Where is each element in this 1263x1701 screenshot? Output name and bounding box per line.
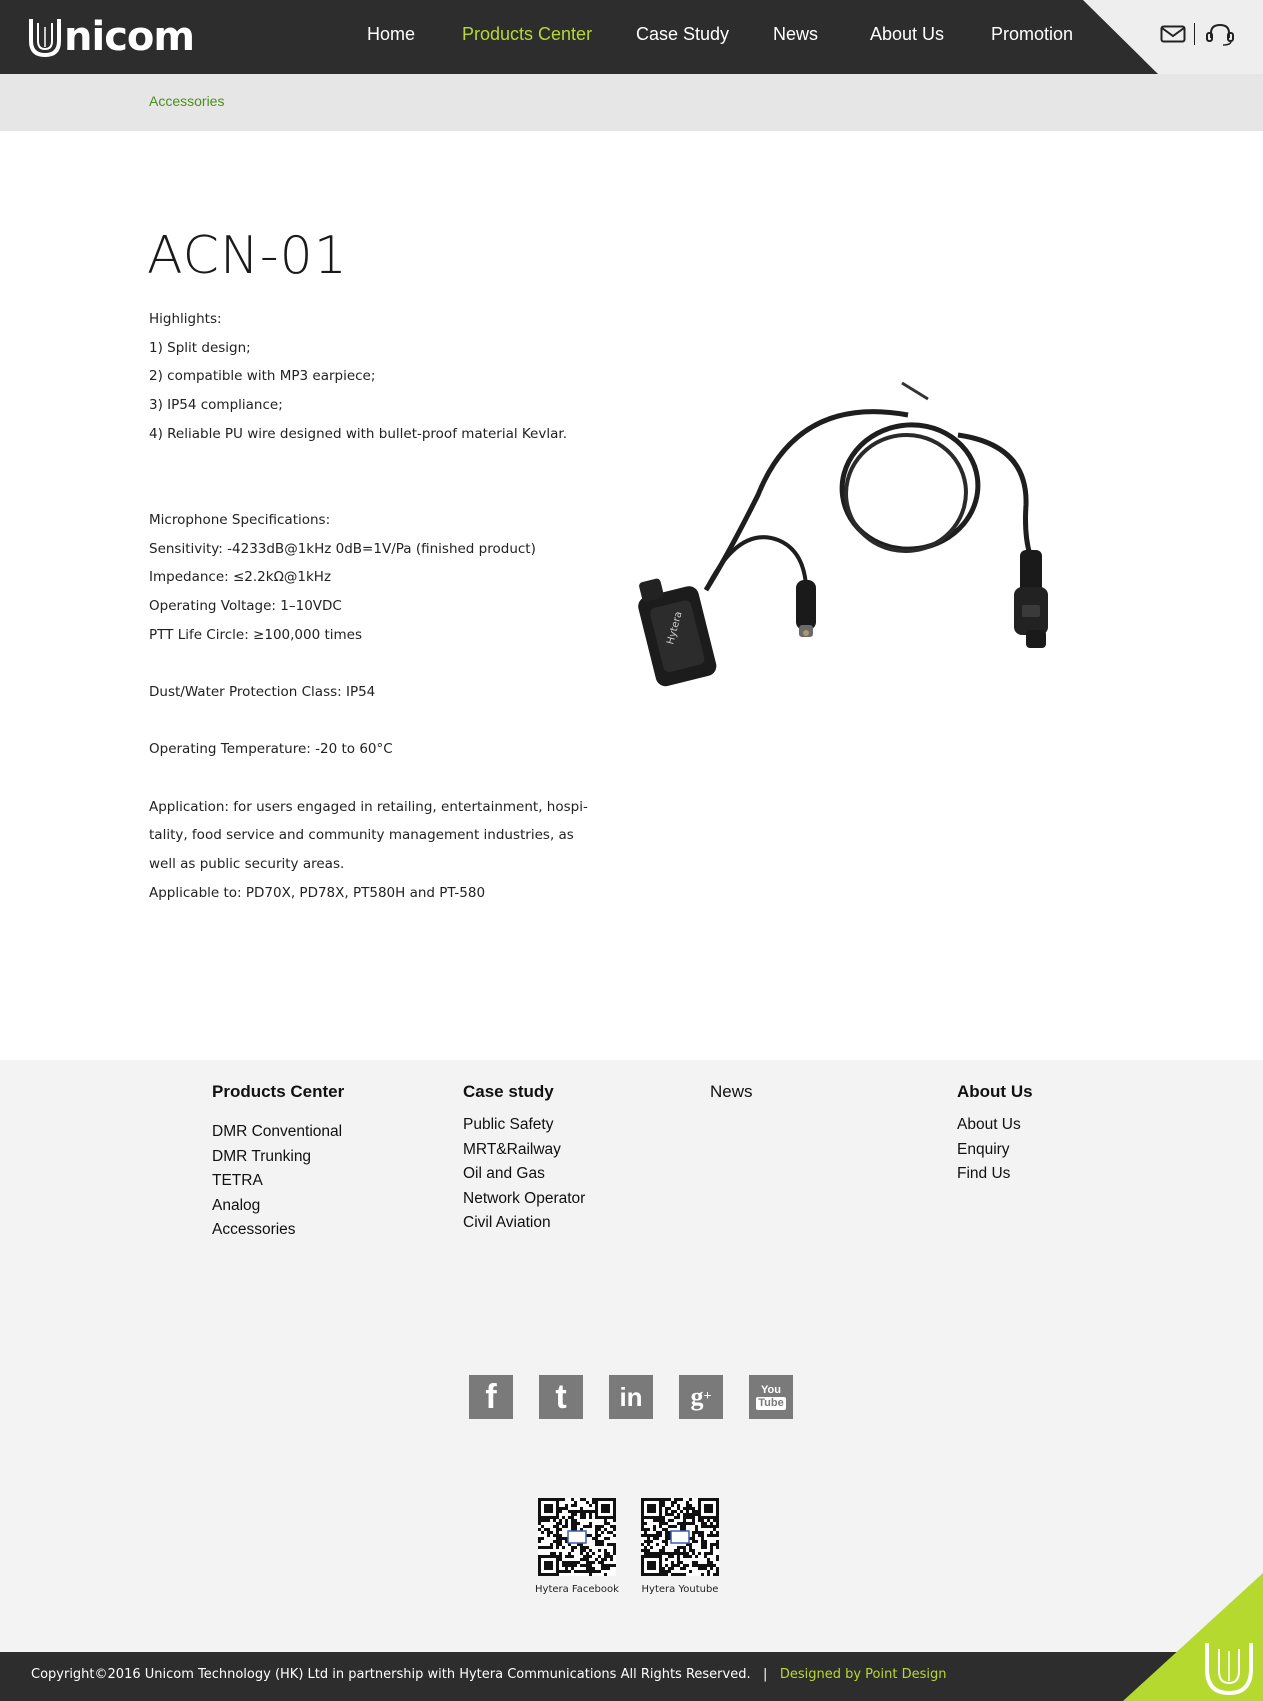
nav-item-news[interactable]: News [773, 24, 819, 44]
spec-line: Highlights: [149, 311, 222, 327]
spec-line: 3) IP54 compliance; [149, 397, 283, 414]
footer-link-network-operator[interactable]: Network Operator [463, 1189, 586, 1207]
facebook-icon[interactable]: f [469, 1375, 513, 1419]
mail-icon[interactable] [1160, 24, 1186, 44]
spec-spacer [149, 764, 589, 793]
footer-link-accessories[interactable]: Accessories [212, 1221, 296, 1238]
corner-logo-icon[interactable] [1123, 1573, 1263, 1701]
youtube-icon[interactable]: You Tube [749, 1375, 793, 1419]
breadcrumb-item-accessories[interactable]: Accessories [149, 93, 225, 109]
spec-line: 4) Reliable PU wire designed with bullet-proof material Kevlar. [149, 425, 567, 442]
qr-label-youtube: Hytera Youtube [641, 1584, 719, 1595]
qr-code-youtube-icon [641, 1498, 719, 1576]
product-description [149, 305, 589, 907]
copyright-separator: | [763, 1667, 768, 1682]
spec-line: Sensitivity: -4233dB@1kHz 0dB=1V/Pa (finished product) [149, 540, 536, 557]
designer-link[interactable]: Designed by Point Design [779, 1667, 947, 1682]
nav-item-case-study[interactable]: Case Study [636, 24, 730, 44]
spec-line: Dust/Water Protection Class: IP54 [149, 683, 376, 700]
unicom-logo[interactable] [28, 14, 194, 60]
spec-line: Applicable to: PD70X, PD78X, PT580H and PT-580 [149, 884, 486, 901]
unicom-logo-mark-icon [28, 17, 62, 57]
spec-line: tality, food service and community management industries, as [149, 827, 574, 844]
footer-link-tetra[interactable]: TETRA [212, 1172, 263, 1189]
breadcrumb [0, 74, 1263, 131]
copyright-line [31, 1667, 946, 1682]
tumblr-icon[interactable]: t [539, 1375, 583, 1419]
bottom-bar [0, 1652, 1263, 1701]
spec-line: Operating Temperature: -20 to 60°C [149, 741, 393, 758]
spec-spacer [149, 448, 589, 477]
spec-line: well as public security areas. [149, 856, 345, 873]
spec-line: Microphone Specifications: [149, 511, 331, 528]
footer-heading-case-study[interactable]: Case study [463, 1082, 554, 1101]
footer-column-about [957, 1082, 1033, 1187]
spec-line: Impedance: ≤2.2kΩ@1kHz [149, 569, 332, 586]
footer-link-dmr-trunking[interactable]: DMR Trunking [212, 1147, 312, 1165]
nav-item-home[interactable]: Home [367, 24, 416, 44]
footer-link-civil-aviation[interactable]: Civil Aviation [463, 1214, 551, 1231]
qr-youtube [641, 1498, 719, 1595]
footer-column-news [710, 1082, 753, 1120]
spec-line: PTT Life Circle: ≥100,000 times [149, 626, 363, 643]
footer-link-analog[interactable]: Analog [212, 1196, 261, 1214]
google-plus-icon[interactable]: g + [679, 1375, 723, 1419]
nav-item-about-us[interactable]: About Us [870, 24, 945, 44]
logo-text: nicom [64, 14, 195, 60]
product-title: ACN-01 [147, 226, 348, 286]
footer-link-about-us[interactable]: About Us [957, 1116, 1021, 1133]
footer-link-enquiry[interactable]: Enquiry [957, 1140, 1010, 1158]
linkedin-icon[interactable]: in [609, 1375, 653, 1419]
copyright-text: Copyright©2016 Unicom Technology (HK) Ltd in partnership with Hytera Communications All Rights Reserved. [31, 1667, 751, 1682]
qr-code-facebook-icon [538, 1498, 616, 1576]
footer-link-find-us[interactable]: Find Us [957, 1165, 1011, 1182]
footer-heading-news[interactable]: News [710, 1082, 753, 1101]
nav-item-promotion[interactable]: Promotion [991, 24, 1074, 44]
spec-spacer [149, 707, 589, 736]
footer-link-oil-and-gas[interactable]: Oil and Gas [463, 1165, 545, 1182]
qr-facebook [535, 1498, 619, 1595]
spec-line: 2) compatible with MP3 earpiece; [149, 368, 376, 385]
site-footer [0, 1060, 1263, 1652]
site-header [0, 0, 1263, 74]
footer-column-case-study [463, 1082, 585, 1236]
footer-link-public-safety[interactable]: Public Safety [463, 1116, 554, 1133]
header-icons [1160, 22, 1235, 46]
product-image [628, 375, 1088, 705]
product-image-brand: Hytera [665, 610, 685, 646]
spec-line: 1) Split design; [149, 339, 251, 356]
footer-column-products [212, 1082, 344, 1243]
spec-line: Operating Voltage: 1–10VDC [149, 597, 342, 614]
spec-spacer [149, 649, 589, 678]
spec-line: Application: for users engaged in retailing, entertainment, hospi- [149, 798, 588, 815]
footer-link-dmr-conventional[interactable]: DMR Conventional [212, 1123, 343, 1140]
footer-link-mrt-railway[interactable]: MRT&Railway [463, 1140, 561, 1158]
spec-spacer [149, 477, 589, 506]
header-icon-divider [1194, 23, 1195, 45]
nav-item-products-center[interactable]: Products Center [462, 24, 593, 44]
footer-heading-about-us[interactable]: About Us [957, 1082, 1033, 1101]
qr-label-facebook: Hytera Facebook [535, 1584, 619, 1595]
footer-heading-products-center[interactable]: Products Center [212, 1082, 345, 1101]
headset-icon[interactable] [1203, 22, 1235, 46]
social-links [469, 1375, 793, 1419]
